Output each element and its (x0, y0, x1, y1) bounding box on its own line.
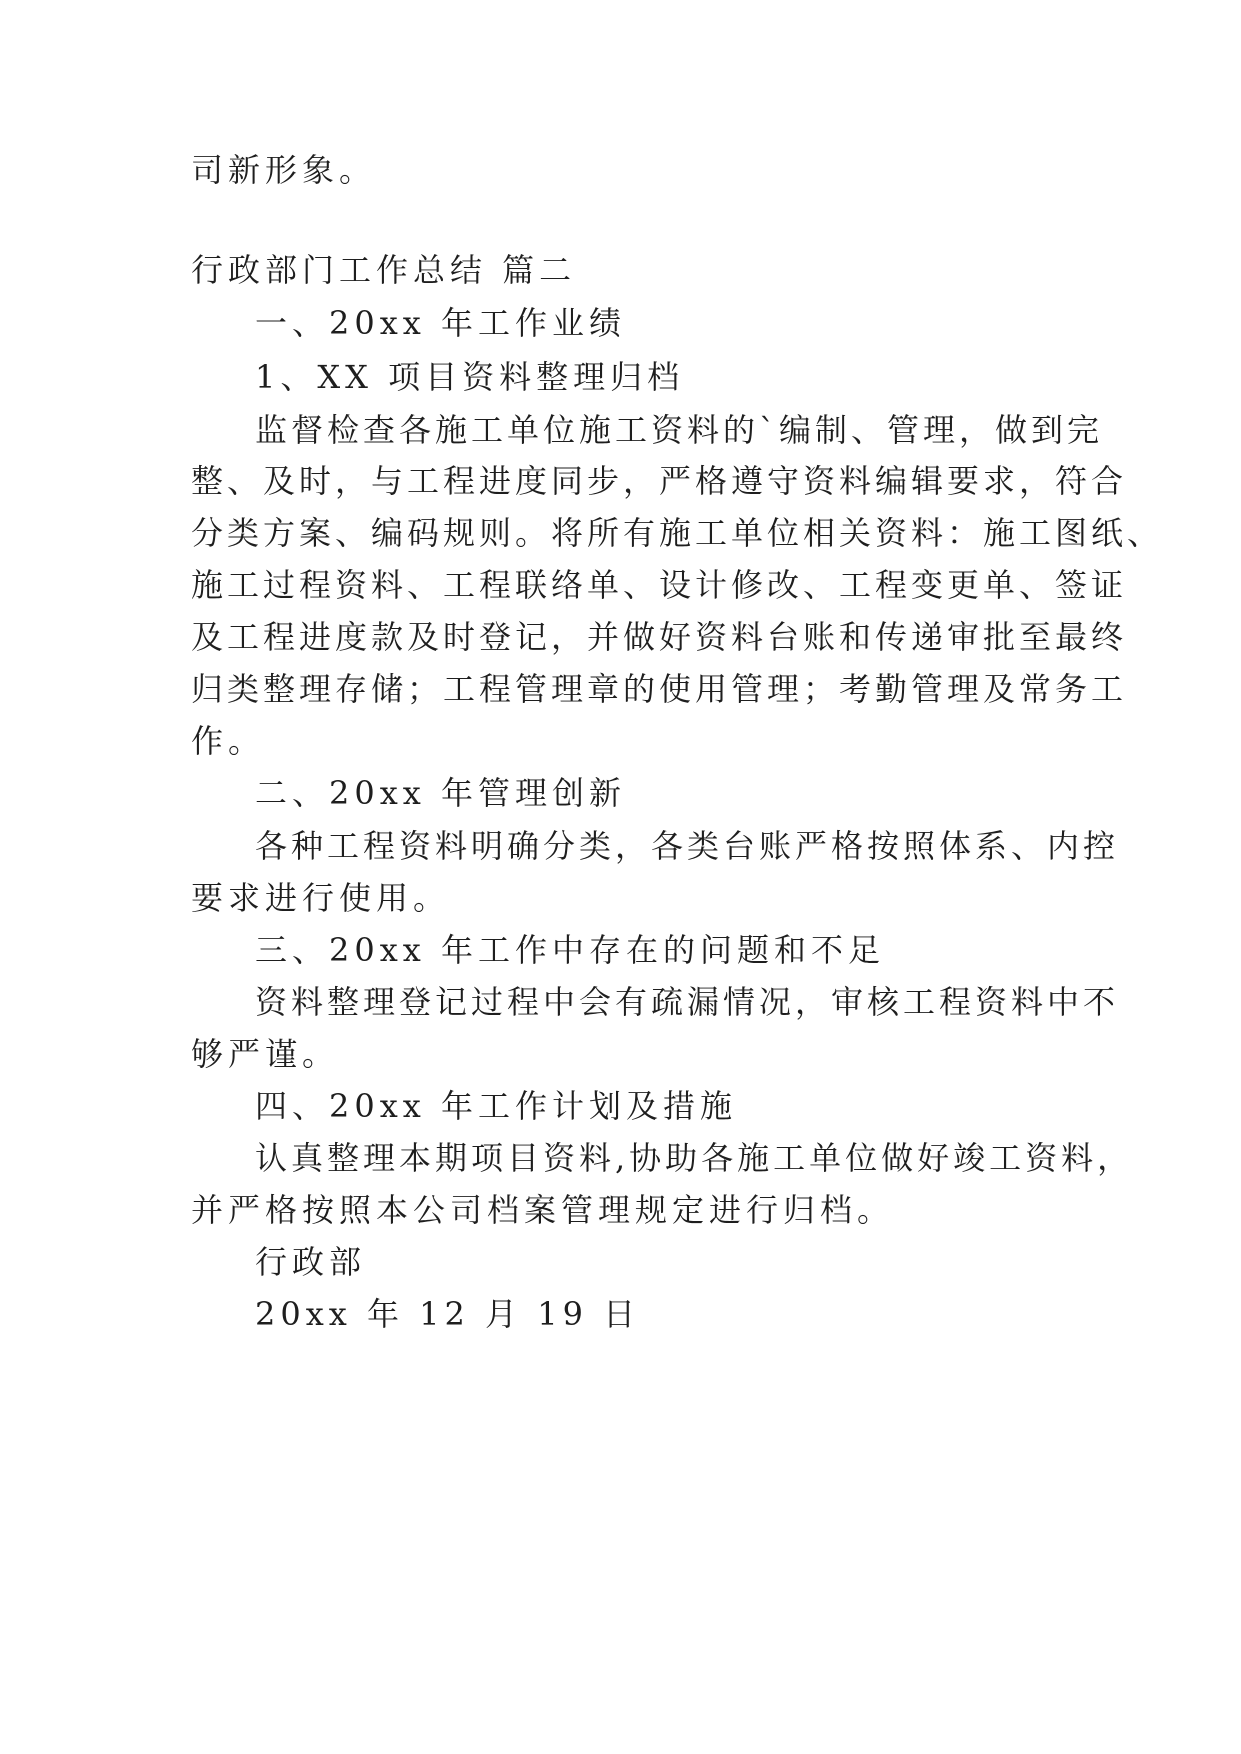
paragraph-line: 要求进行使用。 (191, 879, 451, 917)
heading-management-innovation: 二、20xx 年管理创新 (255, 774, 626, 812)
paragraph-line: 及工程进度款及时登记，并做好资料台账和传递审批至最终 (191, 618, 1128, 656)
paragraph-line: 归类整理存储；工程管理章的使用管理；考勤管理及常务工 (191, 670, 1128, 708)
heading-work-plan: 四、20xx 年工作计划及措施 (255, 1087, 737, 1125)
section-title: 行政部门工作总结 篇二 (191, 251, 577, 289)
heading-work-achievements: 一、20xx 年工作业绩 (255, 304, 626, 342)
paragraph-line: 并严格按照本公司档案管理规定进行归档。 (191, 1191, 895, 1229)
paragraph-line: 作。 (191, 722, 266, 760)
paragraph-line: 监督检查各施工单位施工资料的`编制、管理，做到完 (255, 411, 1104, 449)
paragraph-line: 分类方案、编码规则。将所有施工单位相关资料：施工图纸、 (191, 514, 1164, 552)
paragraph-line: 资料整理登记过程中会有疏漏情况，审核工程资料中不 (255, 983, 1120, 1021)
subheading-archiving: 1、XX 项目资料整理归档 (255, 358, 685, 396)
heading-problems: 三、20xx 年工作中存在的问题和不足 (255, 931, 885, 969)
paragraph-line: 够严谨。 (191, 1035, 340, 1073)
paragraph-line: 整、及时，与工程进度同步，严格遵守资料编辑要求，符合 (191, 462, 1128, 500)
continuation-text: 司新形象。 (191, 151, 377, 189)
paragraph-line: 施工过程资料、工程联络单、设计修改、工程变更单、签证 (191, 566, 1128, 604)
paragraph-line: 各种工程资料明确分类，各类台账严格按照体系、内控 (255, 827, 1120, 865)
paragraph-line: 认真整理本期项目资料,协助各施工单位做好竣工资料， (255, 1139, 1134, 1177)
signature-date: 20xx 年 12 月 19 日 (255, 1295, 641, 1333)
signature-department: 行政部 (255, 1243, 367, 1281)
